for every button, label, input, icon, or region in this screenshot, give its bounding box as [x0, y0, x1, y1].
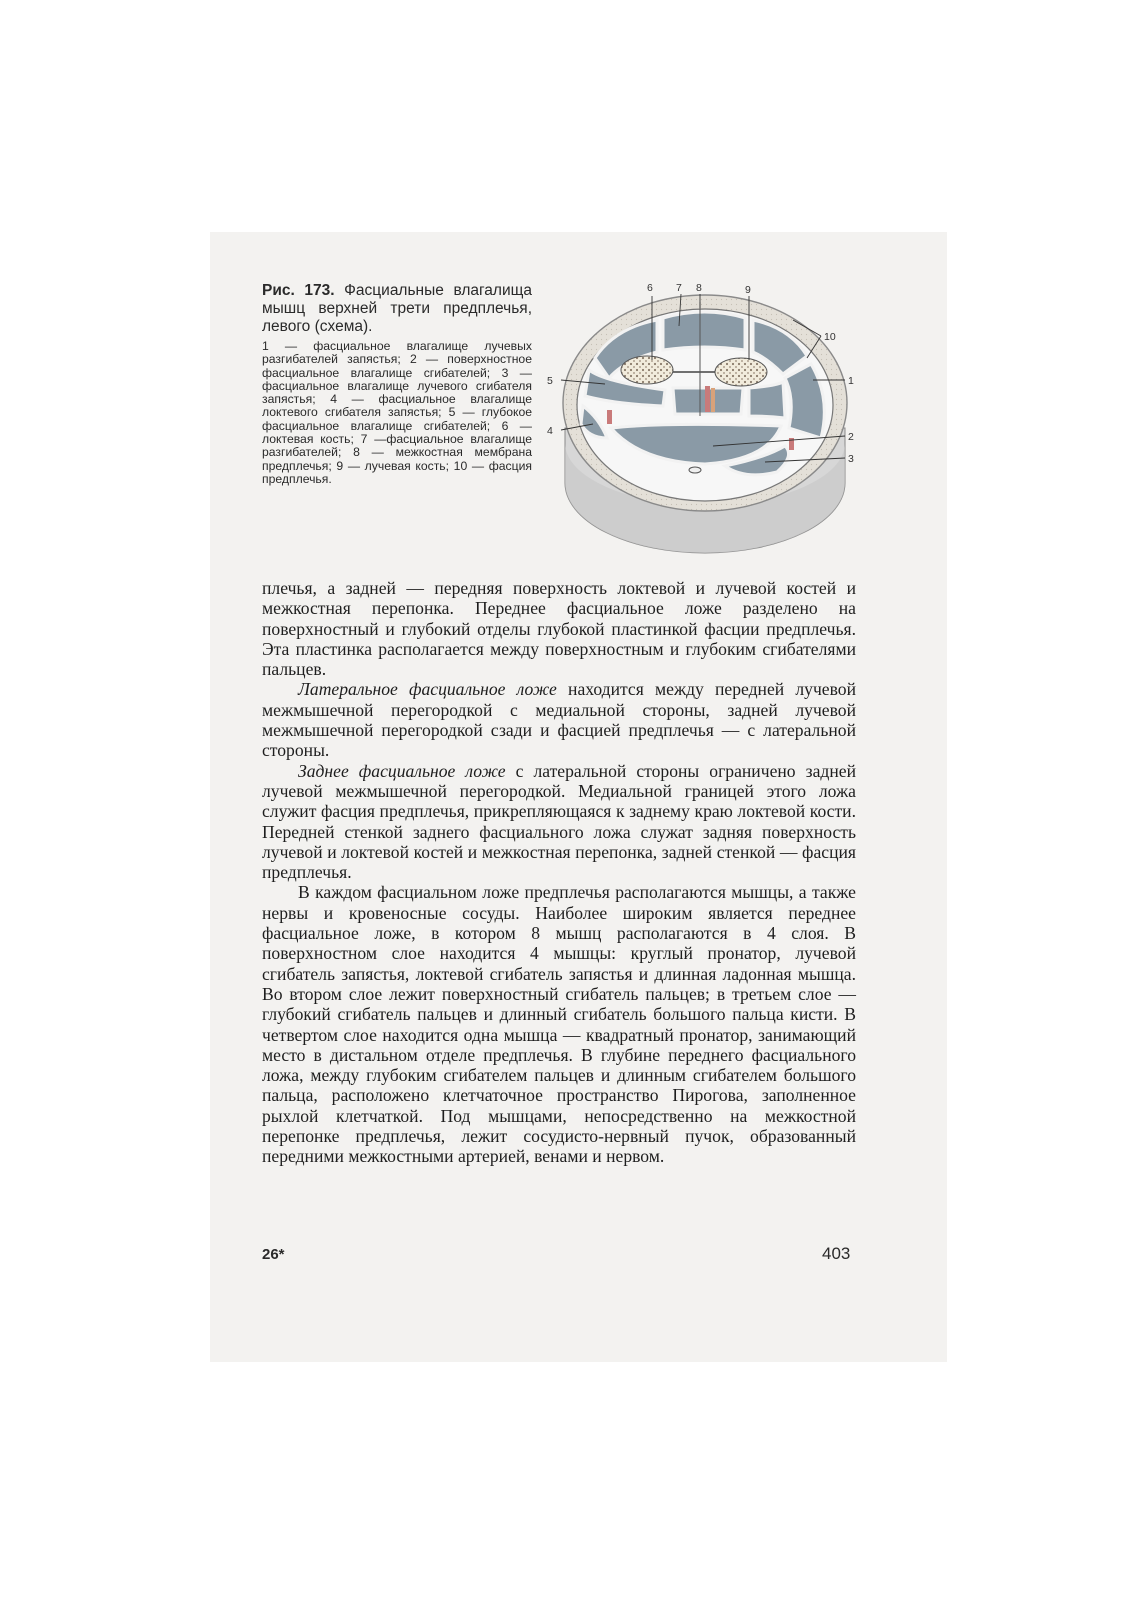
figure-caption	[262, 282, 532, 486]
caption-legend: 1 — фасциальное влагалище лучевых разгибателей запястья; 2 — поверхностное фасциальное влагалище сгибателей; 3 — фасциальное влагалище лучевого сгибателя запястья; 4 — фасциальное влагалище локтевого сгибателя запястья; 5 — глубокое фасциальное влагалище сгибателей; 6 — локтевая кость; 7 —фасциальное влагалище разгибателей; 8 — межкостная мембрана предплечья; 9 — лучевая кость; 10 — фасция предплечья.	[262, 339, 532, 486]
label-1: 1	[848, 375, 854, 387]
ulna-bone	[621, 356, 673, 384]
paragraph-3-text: с латеральной стороны ограничено задней лучевой межмышечной перегородкой. Медиальной границей этого ложа служит фасция предплечья, прикрепляющаяся к заднему краю локтевой кости. Передней стенкой заднего фасциального ложа служат задняя поверхность лучевой и локтевой костей и межкостная перепонка, задней стенкой — фасция предплечья.	[262, 760, 856, 883]
vessel-red-3	[607, 410, 612, 424]
caption-title-text: Фасциальные влагалища мышц верхней трети предплечья, левого (схема).	[262, 282, 532, 335]
paragraph-2	[262, 679, 856, 760]
figure-number: Рис. 173.	[262, 282, 335, 299]
forearm-cross-section-figure	[545, 278, 865, 568]
label-2: 2	[848, 431, 854, 443]
label-9: 9	[745, 284, 751, 296]
paragraph-4: В каждом фасциальном ложе предплечья располагаются мышцы, а также нервы и кровеносные сосуды. Наиболее широким является переднее фасциальное ложе, в котором 8 мышц располагаются в 4 слоя. В поверхностном слое находится 4 мышцы: круглый пронатор, лучевой сгибатель запястья, локтевой сгибатель запястья и длинная ладонная мышца. Во втором слое лежит поверхностный сгибатель пальцев; в третьем слое — глубокий сгибатель пальцев и длинный сгибатель большого пальца кисти. В четвертом слое находится одна мышца — квадратный пронатор, занимающий место в дистальном отделе предплечья. В глубине переднего фасциального ложа, между глубоким сгибателем пальцев и длинным сгибателем большого пальца, расположено клетчаточное пространство Пирогова, заполненное рыхлой клетчаткой. Под мышцами, непосредственно на межкостной перепонке предплечья, лежит сосудисто-нервный пучок, образованный передними межкостными артерией, венами и нервом.	[262, 882, 856, 1167]
term-lateral-compartment: Латеральное фасциальное ложе	[298, 679, 557, 700]
printer-signature: 26*	[262, 1246, 285, 1263]
label-10: 10	[824, 331, 836, 343]
vessel-red-2	[711, 388, 715, 412]
label-7: 7	[676, 282, 682, 294]
radius-bone	[715, 358, 767, 386]
paragraph-2-text: находится между передней лучевой межмышечной перегородкой с медиальной стороны, задней лучевой межмышечной перегородкой сзади и фасцией предплечья — с латеральной стороны.	[262, 679, 856, 761]
paragraph-1: плечья, а задней — передняя поверхность локтевой и лучевой костей и межкостная перепонка. Переднее фасциальное ложе разделено на поверхностный и глубокий отделы глубокой пластинкой фасции предплечья. Эта пластинка располагается между поверхностным и глубоким сгибателями пальцев.	[262, 578, 856, 680]
vessel-red-1	[705, 386, 710, 412]
caption-title	[262, 282, 532, 336]
body-text	[262, 578, 856, 1167]
paragraph-3	[262, 761, 856, 883]
compartment-8-right	[749, 382, 785, 418]
label-3: 3	[848, 453, 854, 465]
compartment-7	[663, 312, 745, 350]
page-number: 403	[822, 1244, 851, 1263]
label-6: 6	[647, 282, 653, 294]
label-5: 5	[547, 375, 553, 387]
term-posterior-compartment: Заднее фасциальное ложе	[298, 760, 506, 781]
vessel-bottom	[689, 467, 701, 473]
label-8: 8	[696, 282, 702, 294]
label-4: 4	[547, 425, 553, 437]
